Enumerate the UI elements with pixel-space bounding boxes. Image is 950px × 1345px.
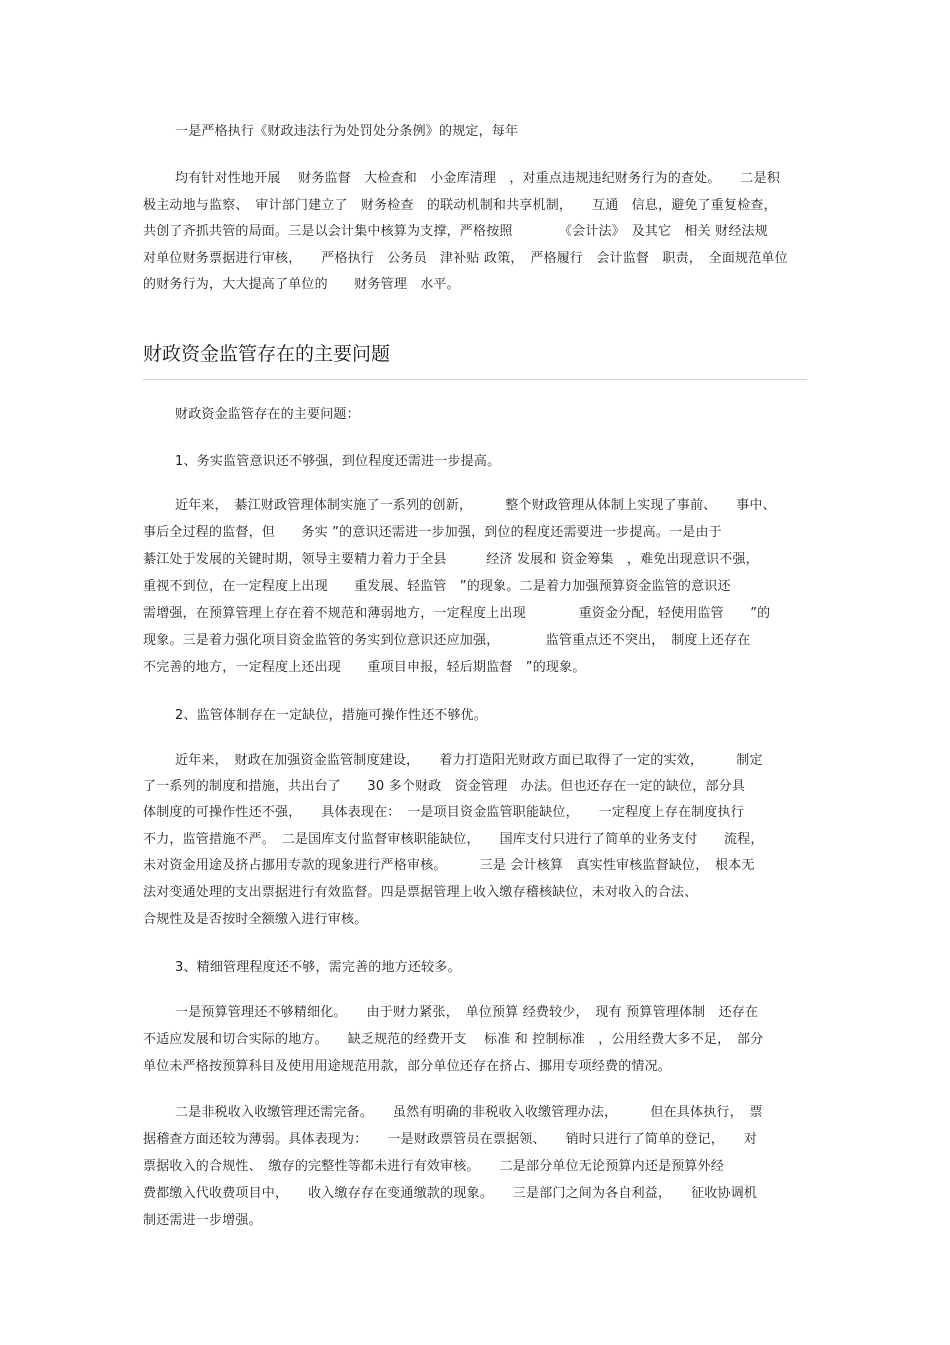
item1-line-1: 近年来， 綦江财政管理体制实施了一系列的创新， 整个财政管理从体制上实现了事前、 事中、	[175, 498, 776, 513]
intro-line-4: 共创了齐抓共管的局面。三是以会计集中核算为支撑，严格按照 《会计法》 及其它 相关 财经法规	[143, 224, 768, 239]
item3-para2-line-4: 费都缴入代收费项目中， 收入缴存存在变通缴款的现象。 三是部门之间为各自利益， 征收协调机	[143, 1186, 758, 1201]
item3-para2-line-5: 制还需进一步增强。	[143, 1213, 262, 1228]
item3-para2-line-1: 二是非税收入收缴管理还需完备。 虽然有明确的非税收入收缴管理办法， 但在具体执行， 票	[175, 1105, 763, 1120]
item2-line-5: 未对资金用途及挤占挪用专款的现象进行严格审核。 三是 会计核算 真实性审核监督缺位， 根本无	[143, 858, 755, 873]
item1-title: 1、务实监管意识还不够强，到位程度还需进一步提高。	[175, 454, 501, 469]
item3-title: 3、精细管理程度还不够，需完善的地方还较多。	[175, 960, 461, 975]
item3-para1-line-1: 一是预算管理还不够精细化。 由于财力紧张， 单位预算 经费较少， 现有 预算管理体制 还存在	[175, 1005, 759, 1020]
item2-line-1: 近年来， 财政在加强资金监管制度建设， 着力打造阳光财政方面已取得了一定的实效， 制定	[175, 753, 763, 768]
intro-line-6: 的财务行为，大大提高了单位的 财务管理 水平。	[143, 277, 460, 292]
item2-line-3: 体制度的可操作性还不强， 具体表现在： 一是项目资金监管职能缺位， 一定程度上存在制度执行	[143, 805, 744, 820]
item1-line-3: 綦江处于发展的关键时期，领导主要精力着力于全县 经济 发展和 资金筹集 ，难免出现意识不强，	[143, 552, 759, 567]
section-subhead: 财政资金监管存在的主要问题：	[175, 407, 360, 422]
intro-line-3: 极主动地与监察、 审计部门建立了 财务检查 的联动机制和共享机制， 互通 信息，避免了重复检查，	[143, 198, 777, 213]
item3-para1-line-3: 单位未严格按预算科目及使用用途规范用款，部分单位还存在挤占、挪用专项经费的情况。	[143, 1059, 672, 1074]
item1-line-7: 不完善的地方，一定程度上还出现 重项目申报，轻后期监督 ”的现象。	[143, 660, 586, 675]
item3-para1-line-2: 不适应发展和切合实际的地方。 缺乏规范的经费开支 标准 和 控制标准 ，公用经费大多不足， 部分	[143, 1032, 764, 1047]
item3-para2-line-3: 票据收入的合规性、 缴存的完整性等都未进行有效审核。 二是部分单位无论预算内还是预算外经	[143, 1159, 725, 1174]
item2-line-6: 法对变通处理的支出票据进行有效监督。四是票据管理上收入缴存稽核缺位，未对收入的合法、	[143, 885, 698, 900]
intro-line-2: 均有针对性地开展 财务监督 大检查和 小金库清理 ，对重点违规违纪财务行为的查处。 二是积	[175, 171, 781, 186]
item2-line-7: 合规性及是否按时全额缴入进行审核。	[143, 912, 368, 927]
intro-line-1: 一是严格执行《财政违法行为处罚处分条例》的规定，每年	[175, 124, 519, 139]
heading-divider	[143, 379, 807, 380]
item2-line-2: 了一系列的制度和措施，共出台了 30 多个财政 资金管理 办法。但也还存在一定的缺位，部分具	[143, 779, 746, 794]
section-heading: 财政资金监管存在的主要问题	[143, 343, 391, 365]
item1-line-4: 重视不到位，在一定程度上出现 重发展、轻监管 ”的现象。二是着力加强预算资金监管的意识还	[143, 579, 731, 594]
item2-title: 2、监管体制存在一定缺位，措施可操作性还不够优。	[175, 708, 488, 723]
item1-line-6: 现象。三是着力强化项目资金监管的务实到位意识还应加强， 监管重点还不突出， 制度上还存在	[143, 633, 751, 648]
item1-line-5: 需增强，在预算管理上存在着不规范和薄弱地方，一定程度上出现 重资金分配，轻使用监管 ”的	[143, 606, 771, 621]
item1-line-2: 事后全过程的监督，但 务实 ”的意识还需进一步加强，到位的程度还需要进一步提高。一是由于	[143, 525, 722, 540]
item2-line-4: 不力，监管措施不严。 二是国库支付监督审核职能缺位， 国库支付只进行了简单的业务支付 流程，	[143, 832, 764, 847]
item3-para2-line-2: 据稽查方面还较为薄弱。具体表现为： 一是财政票管员在票据领、 销时只进行了简单的登记， 对	[143, 1132, 758, 1147]
intro-line-5: 对单位财务票据进行审核， 严格执行 公务员 津补贴 政策， 严格履行 会计监督 职责， 全面规范单位	[143, 251, 788, 266]
